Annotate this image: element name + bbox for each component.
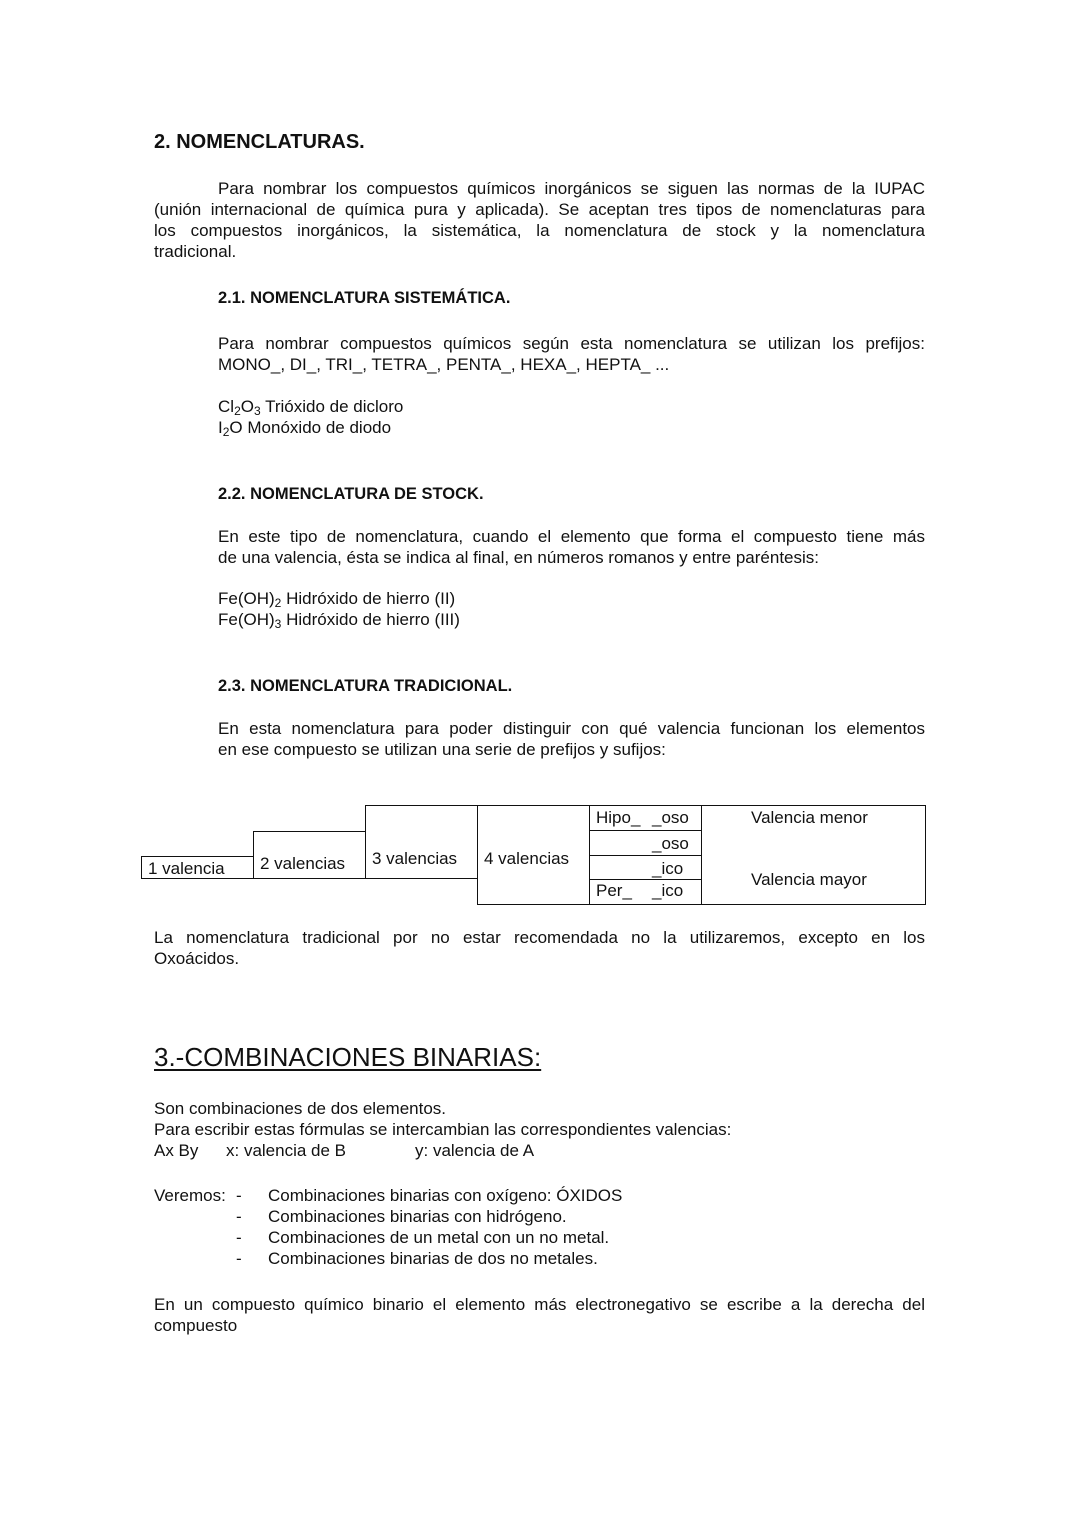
affix-oso: _oso [652, 834, 689, 853]
example-i2o: $I_2O$ Monóxido de diodo [218, 418, 392, 439]
text-line: de una valencia, ésta se indica al final, en números romanos y entre paréntesis: [218, 548, 820, 567]
bullet-dash: - [236, 1249, 242, 1268]
text-line: En este tipo de nomenclatura, cuando el elemento que forma el compuesto tiene más [218, 527, 925, 546]
section-3-final [154, 1294, 925, 1336]
label-1-valencia: 1 valencia [148, 859, 225, 878]
example-cl2o3: $Cl_2O_3$ Trióxido de dicloro [218, 397, 404, 418]
affix-row-divider [589, 855, 702, 856]
subsection-2-1-title: 2.1. NOMENCLATURA SISTEMÁTICA. [218, 289, 511, 307]
example-feoh3: $Fe(OH)_3$ Hidróxido de hierro (III) [218, 610, 460, 631]
affix-row-divider [589, 830, 702, 831]
text-line: En un compuesto químico binario el elemento más electronegativo se escribe a la derecha del [154, 1295, 925, 1314]
affix-oso: _oso [652, 808, 689, 827]
section-3-line1: Son combinaciones de dos elementos. [154, 1099, 447, 1118]
text-line: compuesto [154, 1316, 238, 1335]
text-line: Para nombrar compuestos químicos según esta nomenclatura se utilizan los prefijos: [218, 334, 925, 353]
section-3-title: 3.-COMBINACIONES BINARIAS: [154, 1042, 542, 1072]
affix-hipo: Hipo_ [596, 808, 641, 827]
label-2-valencias: 2 valencias [260, 854, 346, 873]
subsection-2-1-text [218, 333, 925, 375]
text-line: La nomenclatura tradicional por no estar recomendada no la utilizaremos, excepto en los [154, 928, 925, 947]
list-item: Combinaciones de un metal con un no metal. [268, 1228, 610, 1247]
example-feoh2: $Fe(OH)_2$ Hidróxido de hierro (II) [218, 589, 456, 610]
subsection-2-3-title: 2.3. NOMENCLATURA TRADICIONAL. [218, 677, 513, 695]
tradicional-note [154, 927, 925, 969]
section-2-title: 2. NOMENCLATURAS. [154, 131, 365, 153]
subsection-2-3-text [218, 718, 925, 760]
list-item: Combinaciones binarias con oxígeno: ÓXIDOS [268, 1186, 623, 1205]
text-line: Oxoácidos. [154, 949, 240, 968]
label-3-valencias: 3 valencias [372, 849, 458, 868]
section-2-intro [154, 178, 925, 262]
list-item: Combinaciones binarias con hidrógeno. [268, 1207, 567, 1226]
section-3-line2: Para escribir estas fórmulas se intercambian las correspondientes valencias: [154, 1120, 732, 1139]
intro-line: (unión internacional de química pura y aplicada). Se aceptan tres tipos de nomenclaturas para [154, 200, 925, 219]
y-definition: y: valencia de A [415, 1141, 535, 1160]
x-definition: x: valencia de B [226, 1141, 347, 1160]
valencia-mayor: Valencia mayor [751, 870, 867, 889]
label-4-valencias: 4 valencias [484, 849, 570, 868]
valencia-menor: Valencia menor [751, 808, 868, 827]
bullet-dash: - [236, 1186, 242, 1205]
subsection-2-2-title: 2.2. NOMENCLATURA DE STOCK. [218, 485, 484, 503]
subsection-2-2-text [218, 526, 925, 568]
text-line: en ese compuesto se utilizan una serie de prefijos y sufijos: [218, 740, 666, 759]
affix-ico: _ico [652, 859, 684, 878]
text-line: MONO_, DI_, TRI_, TETRA_, PENTA_, HEXA_, HEPTA_ ... [218, 355, 670, 374]
text-line: En esta nomenclatura para poder distinguir con qué valencia funcionan los elementos [218, 719, 925, 738]
veremos-label: Veremos: [154, 1186, 226, 1205]
bullet-dash: - [236, 1207, 242, 1226]
intro-line: tradicional. [154, 242, 237, 261]
formula-axby: Ax By [154, 1141, 199, 1160]
list-item: Combinaciones binarias de dos no metales. [268, 1249, 598, 1268]
intro-line: Para nombrar los compuestos químicos inorgánicos se siguen las normas de la IUPAC [218, 179, 925, 198]
intro-line: los compuestos inorgánicos, la sistemática, la nomenclatura de stock y la nomenclatura [154, 221, 925, 240]
affix-per: Per_ [596, 881, 632, 900]
bullet-dash: - [236, 1228, 242, 1247]
affix-ico: _ico [652, 881, 684, 900]
